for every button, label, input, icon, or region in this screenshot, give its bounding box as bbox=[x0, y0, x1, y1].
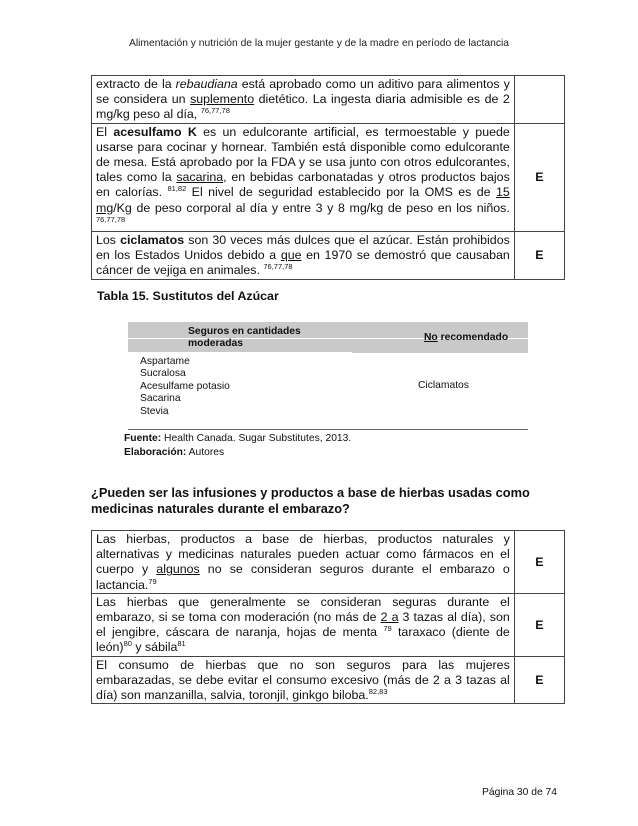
evidence-text: El consumo de hierbas que no son seguros para las mujeres embarazadas, se debe evitar el consumo excesivo (más de 2 a 3 tazas al día) son manzanilla, salvia, toronjil, ginkgo biloba.$^{82,83}$ bbox=[92, 656, 515, 704]
column-header-not-recommended-label: No recomendado bbox=[424, 332, 509, 343]
list-item: Sacarina bbox=[140, 393, 181, 405]
page-number: Página 30 de 74 bbox=[482, 787, 558, 798]
evidence-text: Las hierbas que generalmente se consideran seguras durante el embarazo, si se toma con moderación (no más de 2 a 3 tazas al día), son el jengibre, cáscara de naranja, hojas de menta $^{79}$ taraxaco (diente de león)$^{80}$ y sábila$^{81}$ bbox=[92, 593, 515, 656]
evidence-level: E bbox=[514, 656, 564, 704]
table-title: Tabla 15. Sustitutos del Azúcar bbox=[97, 289, 279, 303]
evidence-level bbox=[514, 76, 564, 124]
evidence-text: extracto de la rebaudiana está aprobado como un aditivo para alimentos y se considera un suplemento dietético. La ingesta diaria admisible es de 2 mg/kg peso al día, $^{76,77,78}$ bbox=[92, 76, 515, 124]
table-row bbox=[92, 76, 565, 124]
not-recommended-item: Ciclamatos bbox=[418, 380, 469, 391]
evidence-text: Las hierbas, productos a base de hierbas, productos naturales y alternativas y medicinas naturales pueden actuar como fármacos en el cuerpo y algunos no se consideran seguros durante el embarazo o lactancia.$^{79}$ bbox=[92, 531, 515, 594]
evidence-table-sweeteners bbox=[91, 75, 565, 280]
column-header-safe-label: Seguros en cantidades moderadas bbox=[188, 326, 301, 349]
list-item: Sucralosa bbox=[140, 368, 186, 380]
table-row bbox=[92, 232, 565, 280]
safe-sweeteners-list bbox=[140, 356, 230, 418]
evidence-text: El acesulfamo K es un edulcorante artificial, es termoestable y puede usarse para cocinar y hornear. También está disponible como edulcorante de mesa. Está aprobado por la FDA y se usa junto con otros edulcorantes, tales como la sacarina, en bebidas carbonatadas y otros productos bajos en calorías. $^{81,82}$ El nivel de seguridad establecido por la OMS es de 15 mg/Kg de peso corporal al día y entre 3 y 8 mg/kg de peso en los niños. $^{76,77,78}$ bbox=[92, 123, 515, 231]
column-header-safe bbox=[128, 322, 352, 353]
list-item: Acesulfame potasio bbox=[140, 380, 230, 392]
prepared-text: Autores bbox=[186, 446, 225, 458]
table-row bbox=[92, 123, 565, 231]
table-source bbox=[124, 432, 351, 459]
section-question: ¿Pueden ser las infusiones y productos a base de hierbas usadas como medicinas naturales durante el embarazo? bbox=[91, 485, 530, 516]
sugar-substitutes-table bbox=[128, 322, 528, 430]
table-row bbox=[92, 593, 565, 656]
evidence-level: E bbox=[514, 123, 564, 231]
evidence-level: E bbox=[514, 593, 564, 656]
evidence-level: E bbox=[514, 232, 564, 280]
source-label: Fuente: bbox=[124, 433, 162, 444]
source-text: Health Canada. Sugar Substitutes, 2013. bbox=[161, 433, 352, 444]
page-header: Alimentación y nutrición de la mujer gestante y de la madre en período de lactancia bbox=[128, 38, 510, 49]
list-item: Aspartame bbox=[140, 356, 190, 367]
evidence-table-herbs bbox=[91, 530, 565, 704]
list-item: Stevia bbox=[140, 405, 169, 417]
table-row bbox=[92, 656, 565, 704]
evidence-level: E bbox=[514, 531, 564, 594]
prepared-label: Elaboración: bbox=[124, 446, 187, 458]
column-header-not-recommended bbox=[352, 322, 528, 353]
evidence-text: Los ciclamatos son 30 veces más dulces que el azúcar. Están prohibidos en los Estados Unidos debido a que en 1970 se demostró que causaban cáncer de vejiga en animales. $^{76,77,78}$ bbox=[92, 232, 515, 280]
table-row bbox=[92, 531, 565, 594]
